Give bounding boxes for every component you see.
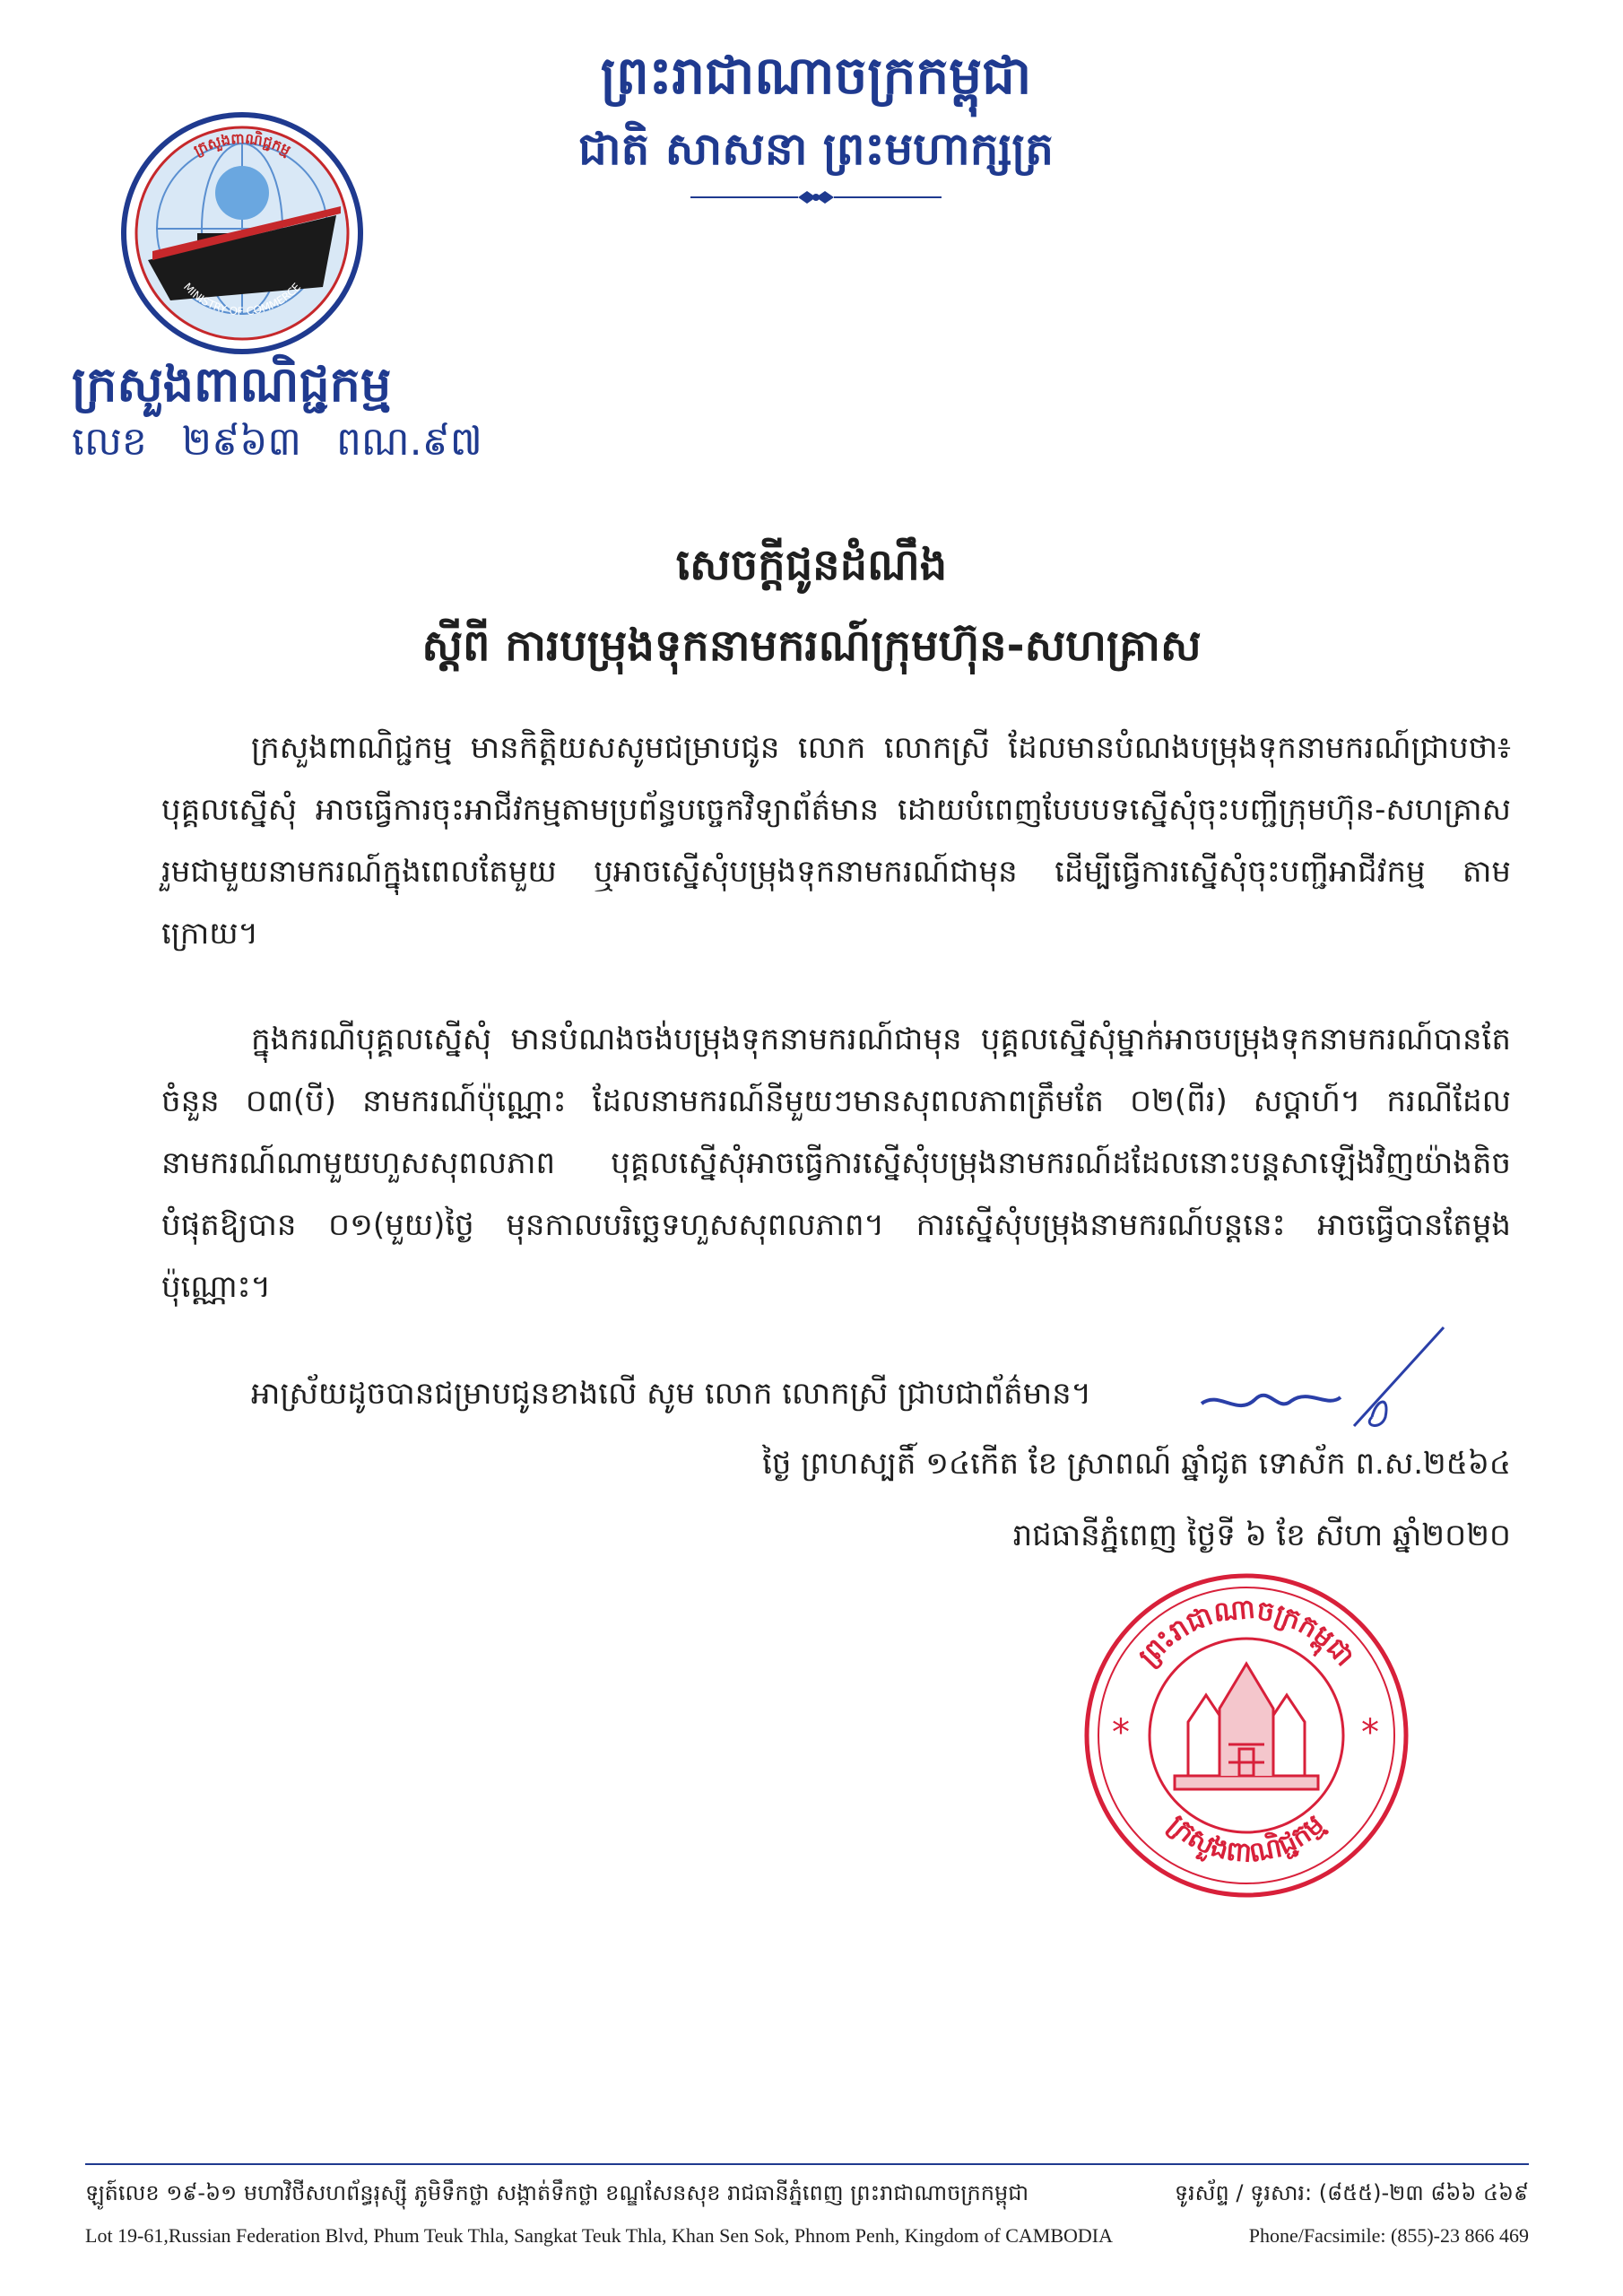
seal-top-text: ព្រះរាជាណាចក្រកម្ពុជា: [1133, 1593, 1361, 1673]
footer-address-en: [85, 2224, 1529, 2248]
body-paragraph-2: ក្នុងករណីបុគ្គលស្នើសុំ មានបំណងចង់បម្រុងទុកនាមករណ៍ជាមុន បុគ្គលស្នើសុំម្នាក់អាចបម្រុងទុកនាមករណ៍បានតែចំនួន ០៣(បី) នាមករណ៍ប៉ុណ្ណោះ ដែលនាមករណ៍នីមួយៗមានសុពលភាពត្រឹមតែ ០២(ពីរ) សប្តាហ៍។ ករណីដែលនាមករណ៍ណាមួយហួសសុពលភាព បុគ្គលស្នើសុំអាចធ្វើការស្នើសុំបម្រុងនាមករណ៍ដដែលនោះបន្តសាឡើងវិញយ៉ាងតិចបំផុតឱ្យបាន ០១(មួយ)ថ្ងៃ មុនកាលបរិច្ឆេទហួសសុពលភាព។ ការស្នើសុំបម្រុងនាមករណ៍បន្តនេះ អាចធ្វើបានតែម្តងប៉ុណ្ណោះ។: [161, 1022, 1511, 1305]
kingdom-heading: ព្រះរាជាណាចក្រកម្ពុជា: [600, 45, 1032, 106]
seal-bottom-text: ក្រសួងពាណិជ្ជកម្ម: [1162, 1808, 1331, 1870]
ref-suffix: ពណ.៩៧: [336, 419, 482, 465]
document-subtitle: ស្តីពី ការបម្រុងទុកនាមករណ៍ក្រុមហ៊ុន-សហគ្រាស: [421, 621, 1202, 671]
body-paragraph-1: ក្រសួងពាណិជ្ជកម្ម មានកិត្តិយសសូមជម្រាបជូន លោក លោកស្រី ដែលមានបំណងបម្រុងទុកនាមករណ៍ជ្រាបថា៖ បុគ្គលស្នើសុំ អាចធ្វើការចុះអាជីវកម្មតាមប្រព័ន្ធបច្ចេកវិទ្យាព័ត៌មាន ដោយបំពេញបែបបទស្នើសុំចុះបញ្ជីក្រុមហ៊ុន-សហគ្រាសរួមជាមួយនាមករណ៍ក្នុងពេលតែមួយ ឬអាចស្នើសុំបម្រុងទុកនាមករណ៍ជាមុន ដើម្បីធ្វើការស្នើសុំចុះបញ្ជីអាជីវកម្ម តាមក្រោយ។: [161, 730, 1511, 952]
signature-icon: [1193, 1318, 1462, 1444]
logo-top-text: ក្រសួងពាណិជ្ជកម្ម: [190, 129, 294, 160]
official-seal: [1076, 1565, 1417, 1906]
svg-text:*: *: [1112, 1712, 1130, 1753]
lunar-date: ថ្ងៃ ព្រហស្បតិ៍ ១៤កើត ខែ ស្រាពណ៍ ឆ្នាំជូត ទោស័ក ព.ស.២៥៦៤: [762, 1446, 1511, 1482]
place-date: រាជធានីភ្នំពេញ ថ្ងៃទី ៦ ខែ សីហា ឆ្នាំ២០២០: [1012, 1518, 1511, 1553]
ministry-logo: [117, 108, 368, 359]
logo-bottom-text: MINISTRY OF COMMERCE: [180, 280, 304, 318]
national-motto: ជាតិ សាសនា ព្រះមហាក្សត្រ: [578, 123, 1054, 175]
ornament-divider-icon: [681, 184, 950, 211]
body-paragraph-3: អាស្រ័យដូចបានជម្រាបជូនខាងលើ សូម លោក លោកស្រី ជ្រាបជាព័ត៌មាន។: [251, 1376, 1092, 1412]
reference-number: [72, 417, 538, 474]
svg-text:ក្រសួងពាណិជ្ជកម្ម: [1162, 1809, 1331, 1870]
footer-phone-km: ទូរស័ព្ទ / ទូរសារ: (៨៥៥)-២៣ ៨៦៦ ៤៦៩: [1174, 2180, 1529, 2205]
svg-text:ព្រះរាជាណាចក្រកម្ពុជា: [1133, 1594, 1360, 1673]
ref-number: ២៩៦៣: [181, 419, 301, 465]
footer-divider: [85, 2163, 1529, 2165]
document-title: សេចក្តីជូនដំណឹង: [675, 540, 948, 590]
footer-address-km-text: ឡូត៍លេខ ១៩-៦១ មហាវិថីសហព័ន្ធរុស្ស៊ី ភូមិទឹកថ្លា សង្កាត់ទឹកថ្លា ខណ្ឌសែនសុខ រាជធានីភ្នំពេញ ព្រះរាជាណាចក្រកម្ពុជា: [85, 2180, 1029, 2205]
svg-text:*: *: [1361, 1712, 1379, 1753]
ref-label: លេខ: [72, 419, 147, 465]
ministry-name: ក្រសួងពាណិជ្ជកម្ម: [72, 356, 392, 413]
footer-address-km: [85, 2179, 1529, 2211]
footer-phone-en: Phone/Facsimile: (855)-23 866 469: [1248, 2224, 1529, 2247]
footer-address-en-text: Lot 19-61,Russian Federation Blvd, Phum Teuk Thla, Sangkat Teuk Thla, Khan Sen Sok, Phnom Penh, Kingdom of CAMBODIA: [85, 2224, 1113, 2247]
